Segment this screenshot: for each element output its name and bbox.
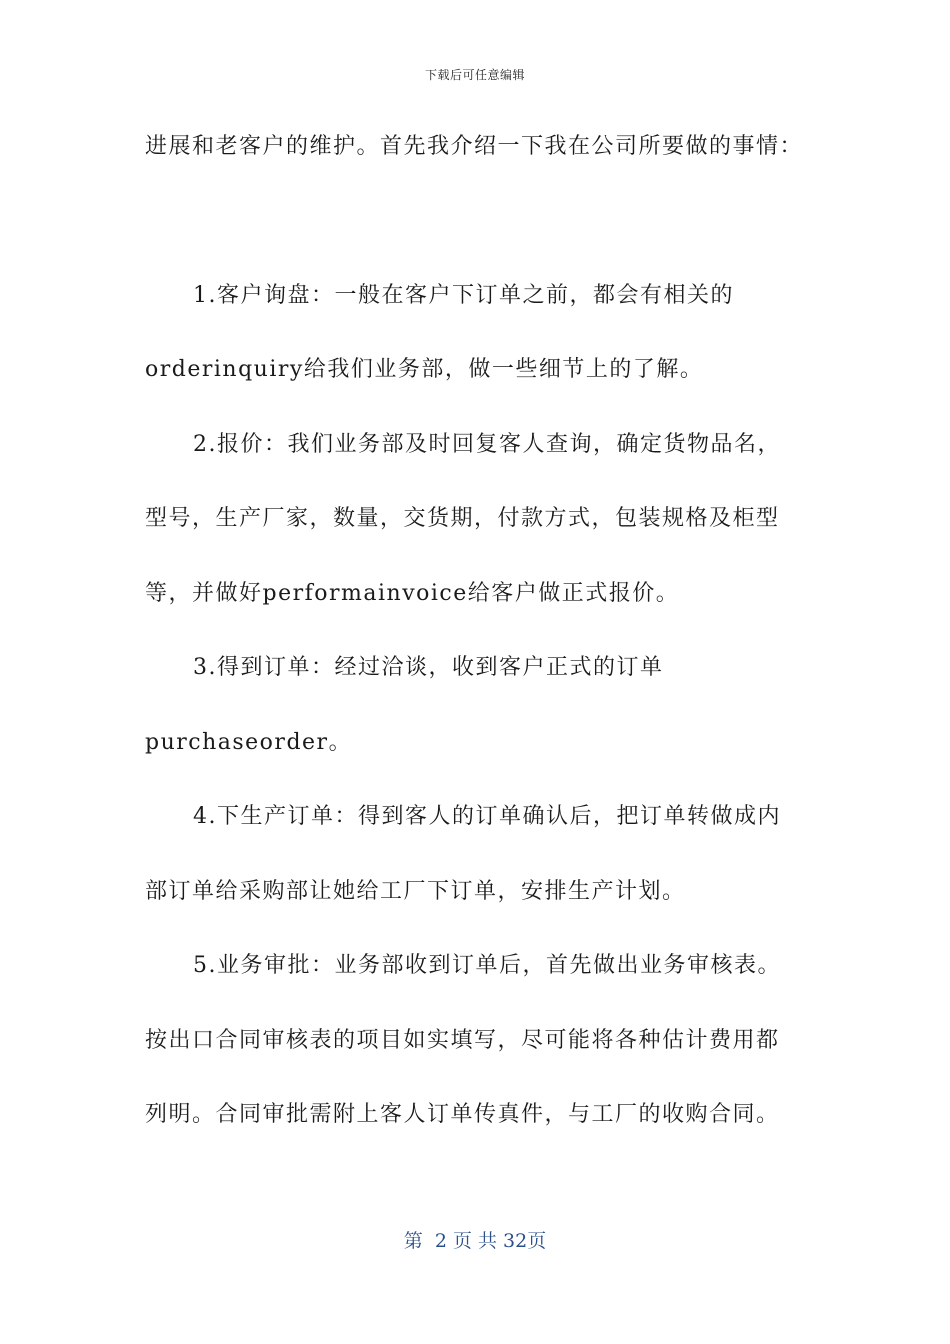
list-item-line: 部订单给采购部让她给工厂下订单，安排生产计划。 xyxy=(145,879,686,904)
page-header-note: 下载后可任意编辑 xyxy=(424,68,525,82)
paragraph-line: 进展和老客户的维护。首先我介绍一下我在公司所要做的事情： xyxy=(145,134,804,159)
list-item-line: 3.得到订单：经过洽谈，收到客户正式的订单 xyxy=(193,655,664,680)
page-number: 第 2 页 共 32页 xyxy=(403,1230,547,1252)
list-item-line: 等，并做好performainvoice给客户做正式报价。 xyxy=(145,581,680,606)
list-item-line: 按出口合同审核表的项目如实填写，尽可能将各种估计费用都 xyxy=(145,1028,780,1053)
list-item-line: 2.报价：我们业务部及时回复客人查询，确定货物品名， xyxy=(193,432,781,457)
list-item-line: 列明。合同审批需附上客人订单传真件，与工厂的收购合同。 xyxy=(145,1102,780,1127)
list-item-line: 1.客户询盘：一般在客户下订单之前，都会有相关的 xyxy=(193,283,734,308)
list-item-line: purchaseorder。 xyxy=(145,730,353,755)
list-item-line: orderinquiry给我们业务部，做一些细节上的了解。 xyxy=(145,357,704,382)
list-item-line: 5.业务审批：业务部收到订单后，首先做出业务审核表。 xyxy=(193,953,781,978)
list-item-line: 4.下生产订单：得到客人的订单确认后，把订单转做成内 xyxy=(193,804,781,829)
list-item-line: 型号，生产厂家，数量，交货期，付款方式，包装规格及柜型 xyxy=(145,506,780,531)
